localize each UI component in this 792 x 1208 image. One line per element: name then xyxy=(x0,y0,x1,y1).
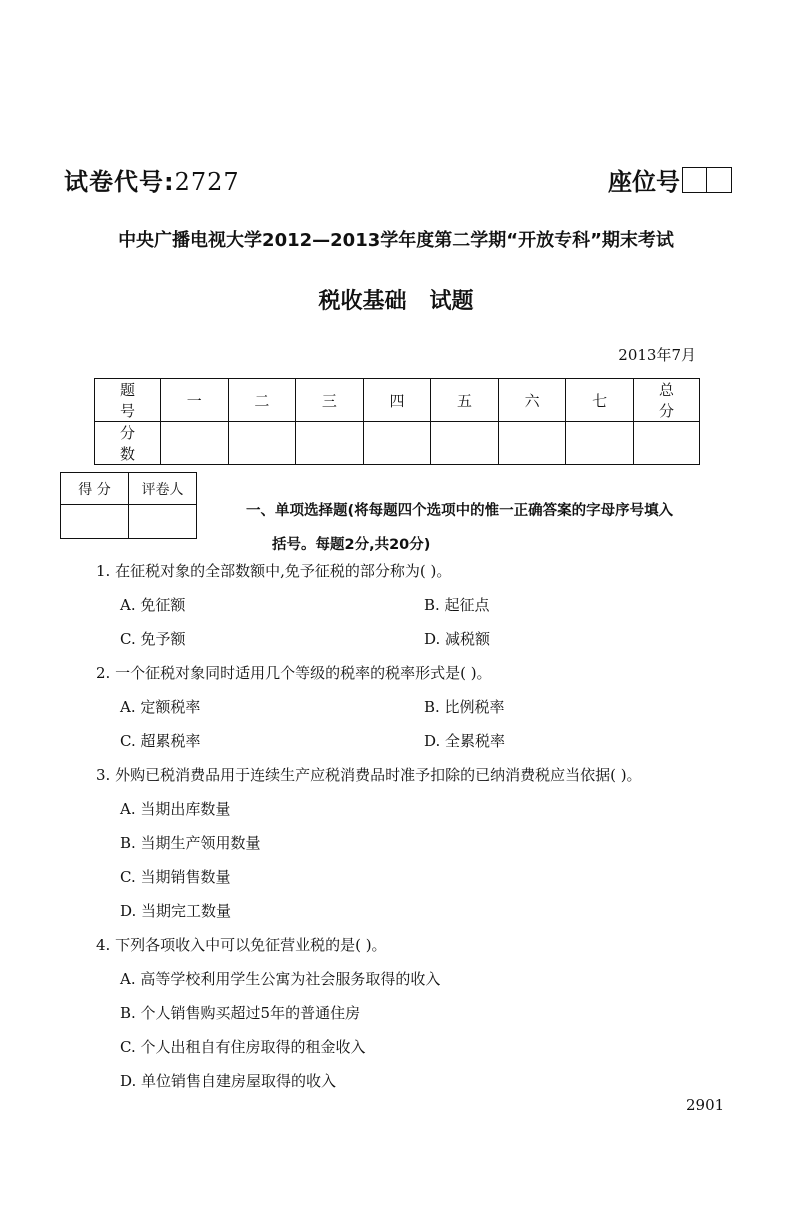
paper-code-number: 2727 xyxy=(174,168,240,196)
question-1-option-d: D. 减税额 xyxy=(424,630,491,648)
score-blank-cell xyxy=(634,422,700,465)
score-blank-cell xyxy=(431,422,499,465)
seat-box xyxy=(682,167,707,193)
question-3-option-c: C. 当期销售数量 xyxy=(120,868,231,886)
score-table-score-row xyxy=(95,422,700,465)
section-heading xyxy=(246,494,746,562)
paper-code xyxy=(64,162,240,197)
subject-title: 税收基础 试题 xyxy=(318,289,474,314)
score-table-cell: 七 xyxy=(566,379,634,422)
question-2-option-b: B. 比例税率 xyxy=(424,698,505,716)
question-1-stem: 1. 在征税对象的全部数额中,免予征税的部分称为( )。 xyxy=(96,562,452,580)
question-3-option-b: B. 当期生产领用数量 xyxy=(120,834,261,852)
page-number: 2901 xyxy=(686,1096,725,1114)
question-4-option-c: C. 个人出租自有住房取得的租金收入 xyxy=(120,1038,366,1056)
question-4-stem: 4. 下列各项收入中可以免征营业税的是( )。 xyxy=(96,936,387,954)
score-blank-cell xyxy=(363,422,431,465)
question-1-option-c: C. 免予额 xyxy=(120,630,186,648)
paper-code-label: 试卷代号: xyxy=(64,168,175,196)
grader-name-label: 评卷人 xyxy=(129,473,197,505)
question-1-option-a: A. 免征额 xyxy=(120,596,186,614)
score-blank-cell xyxy=(228,422,296,465)
section-heading-line2: 括号。每题2分,共20分) xyxy=(272,537,431,553)
question-3-option-d: D. 当期完工数量 xyxy=(120,902,232,920)
question-4-option-d: D. 单位销售自建房屋取得的收入 xyxy=(120,1072,337,1090)
question-1-option-b: B. 起征点 xyxy=(424,596,490,614)
seat-number xyxy=(608,162,732,197)
score-table-cell: 三 xyxy=(296,379,364,422)
score-blank-cell xyxy=(498,422,566,465)
question-2-option-c: C. 超累税率 xyxy=(120,732,201,750)
grader-score-blank xyxy=(61,505,129,539)
score-table-cell: 六 xyxy=(498,379,566,422)
score-blank-cell xyxy=(161,422,229,465)
question-3-option-a: A. 当期出库数量 xyxy=(120,800,231,818)
score-table-cell: 题 号 xyxy=(95,379,161,422)
score-table xyxy=(94,378,700,465)
grader-name-blank xyxy=(129,505,197,539)
section-heading-line1: 一、单项选择题(将每题四个选项中的惟一正确答案的字母序号填入 xyxy=(246,503,674,519)
score-blank-cell xyxy=(296,422,364,465)
question-4-option-b: B. 个人销售购买超过5年的普通住房 xyxy=(120,1004,361,1022)
score-table-cell: 一 xyxy=(161,379,229,422)
score-table-cell: 五 xyxy=(431,379,499,422)
score-table-header-row xyxy=(95,379,700,422)
seat-box xyxy=(707,167,732,193)
grader-score-label: 得 分 xyxy=(61,473,129,505)
seat-number-label: 座位号 xyxy=(608,168,680,196)
score-table-cell: 分 数 xyxy=(95,422,161,465)
question-2-option-d: D. 全累税率 xyxy=(424,732,506,750)
exam-title: 中央广播电视大学2012—2013学年度第二学期“开放专科”期末考试 xyxy=(118,230,674,251)
seat-number-boxes xyxy=(682,167,732,193)
score-blank-cell xyxy=(566,422,634,465)
question-2-stem: 2. 一个征税对象同时适用几个等级的税率的税率形式是( )。 xyxy=(96,664,492,682)
score-table-cell: 总 分 xyxy=(634,379,700,422)
grader-box xyxy=(60,472,197,539)
question-4-option-a: A. 高等学校利用学生公寓为社会服务取得的收入 xyxy=(120,970,441,988)
score-table-cell: 二 xyxy=(228,379,296,422)
score-table-cell: 四 xyxy=(363,379,431,422)
question-2-option-a: A. 定额税率 xyxy=(120,698,201,716)
exam-date: 2013年7月 xyxy=(618,346,696,364)
question-3-stem: 3. 外购已税消费品用于连续生产应税消费品时准予扣除的已纳消费税应当依据( )。 xyxy=(96,766,642,784)
